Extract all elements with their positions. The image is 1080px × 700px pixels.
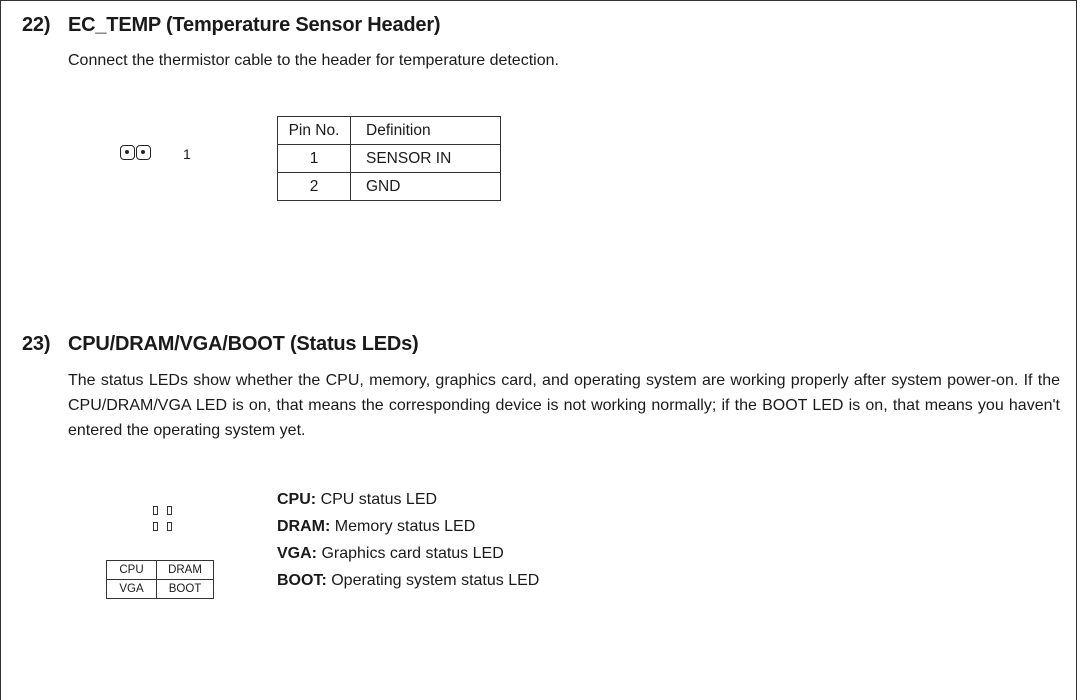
led-cell-boot: BOOT [157,580,214,599]
ec-temp-header-icon [120,145,156,163]
cpu-led-icon [153,506,158,515]
pin-definition-cell: GND [351,173,501,201]
table-row [278,145,501,173]
section-22-description: Connect the thermistor cable to the header for temperature detection. [68,52,559,69]
pin-2-icon [136,145,151,160]
section-22-title: EC_TEMP (Temperature Sensor Header) [68,14,441,36]
pin-1-label: 1 [183,146,191,162]
led-cell-dram: DRAM [157,561,214,580]
definition-header: Definition [351,117,501,145]
legend-term: DRAM: [277,518,331,535]
dram-led-icon [167,506,172,515]
section-23-title: CPU/DRAM/VGA/BOOT (Status LEDs) [68,333,419,355]
legend-item-vga [277,545,504,563]
section-23-heading [22,333,418,356]
pin-no-header: Pin No. [278,117,351,145]
legend-item-dram [277,518,475,536]
table-header-row [278,117,501,145]
legend-term: BOOT: [277,572,327,589]
legend-item-boot [277,572,539,590]
legend-term: VGA: [277,545,317,562]
legend-text: CPU status LED [320,491,438,508]
legend-text: Operating system status LED [331,572,540,589]
section-23-description: The status LEDs show whether the CPU, memory, graphics card, and operating system are working properly after system power-on. If the CPU/DRAM/VGA LED is on, that means the corresponding device is not working normally; if the BOOT LED is on, that means you haven't entered the operating system yet. [68,372,1060,439]
vga-led-icon [153,522,158,531]
legend-term: CPU: [277,491,317,508]
table-row [107,580,214,599]
led-layout-table [106,560,214,599]
pin-number-cell: 2 [278,173,351,201]
legend-text: Graphics card status LED [321,545,504,562]
pin-number-cell: 1 [278,145,351,173]
boot-led-icon [167,522,172,531]
pin-definition-cell: SENSOR IN [351,145,501,173]
table-row [107,561,214,580]
led-cell-cpu: CPU [107,561,157,580]
pin-1-icon [120,145,135,160]
led-cell-vga: VGA [107,580,157,599]
legend-item-cpu [277,491,437,509]
legend-text: Memory status LED [334,518,476,535]
section-22-heading [22,14,440,37]
table-row [278,173,501,201]
pin-definition-table [277,116,501,201]
section-23-number: 23) [22,333,51,355]
section-22-number: 22) [22,14,51,36]
